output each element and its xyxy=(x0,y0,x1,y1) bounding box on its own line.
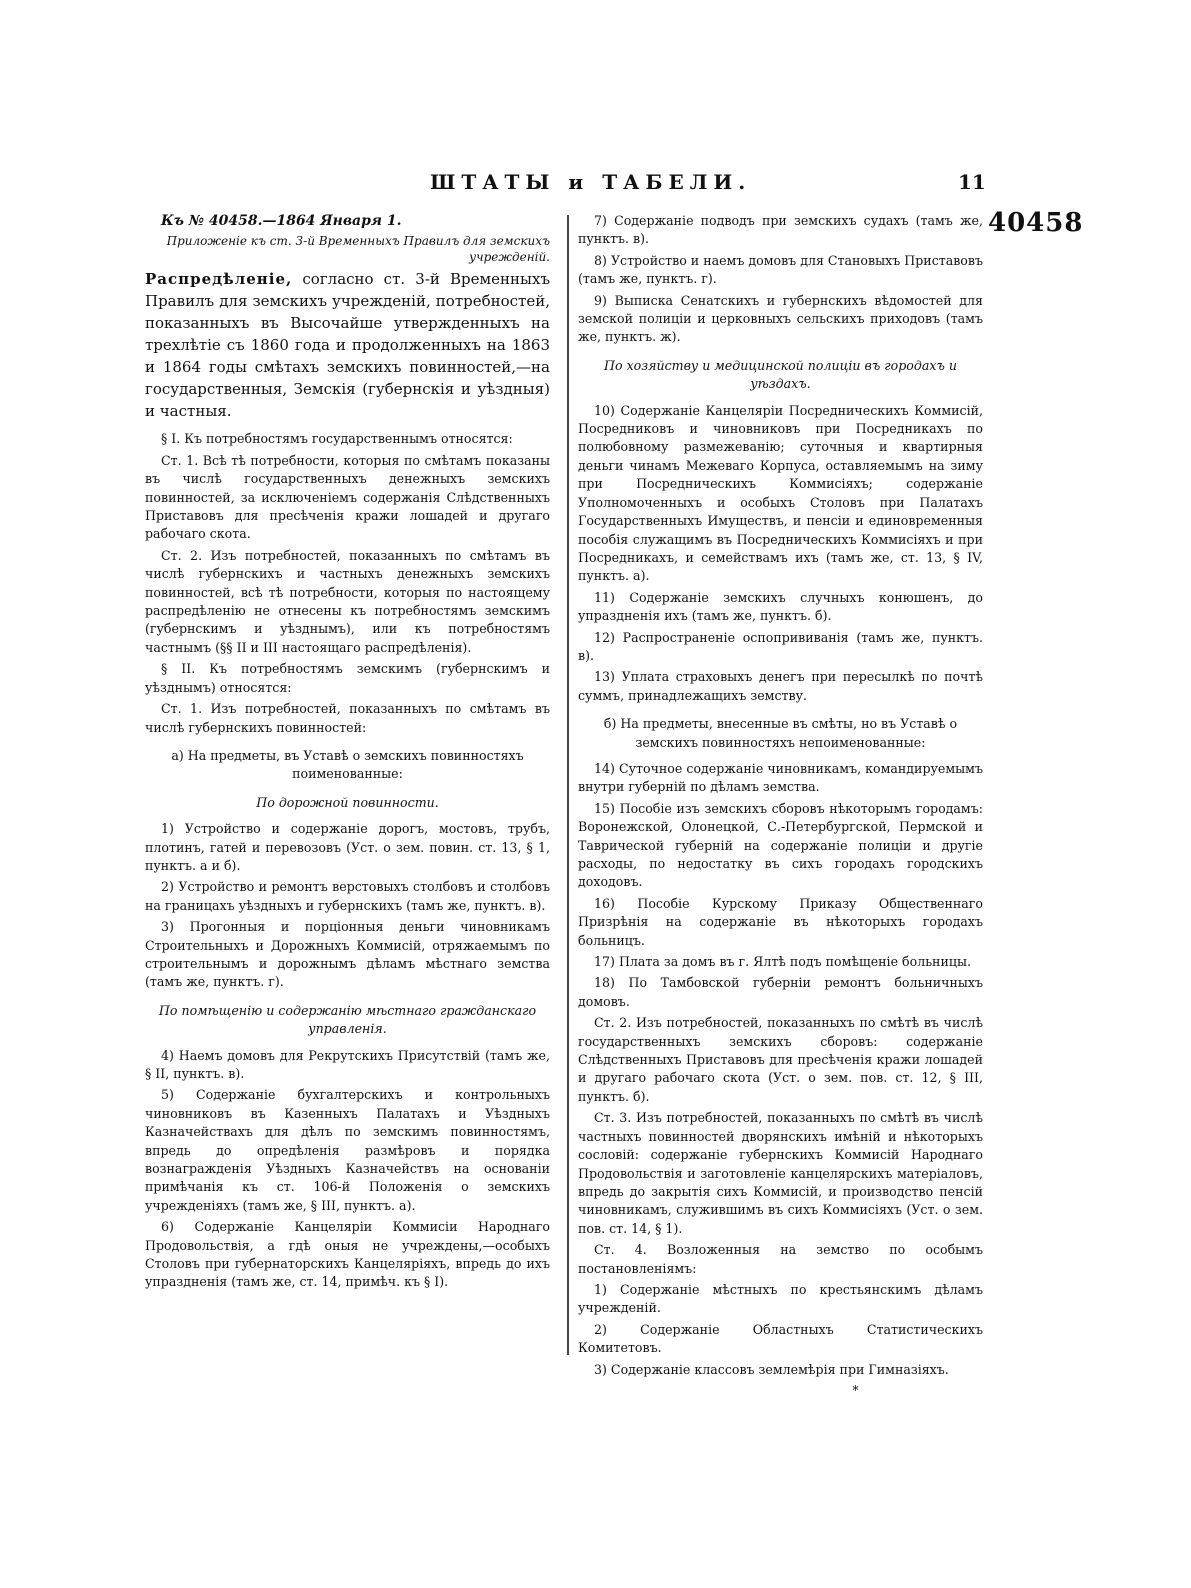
item-13: 13) Уплата страховыхъ денегъ при пересылкѣ по почтѣ суммъ, принадлежащихъ земству. xyxy=(578,669,983,703)
section-2-heading: § II. Къ потребностямъ земскимъ (губернскимъ и уѣзднымъ) относятся: xyxy=(145,661,550,695)
intro-paragraph xyxy=(145,268,550,422)
article-4-item-3: 3) Содержаніе классовъ землемѣрія при Гимназіяхъ. xyxy=(594,1361,949,1377)
section-1-article-1: Ст. 1. Всѣ тѣ потребности, которыя по смѣтамъ показаны въ числѣ государственныхъ денежныхъ земскихъ повинностей, за исключеніемъ содержанія Слѣдственныхъ Приставовъ для пресѣченія кражи лошадей и другаго рабочаго скота. xyxy=(145,452,550,542)
item-2: 2) Устройство и ремонтъ верстовыхъ столбовъ и столбовъ на границахъ уѣздныхъ и губернскихъ (тамъ же, пунктъ. в). xyxy=(145,879,550,913)
section-1-heading: § I. Къ потребностямъ государственнымъ относятся: xyxy=(161,431,513,447)
item-15: 15) Пособіе изъ земскихъ сборовъ нѣкоторымъ городамъ: Воронежской, Олонецкой, С.-Петербургской, Пермской и Таврической губерній на содержаніе полиціи и другіе расходы, по недостатку въ сихъ городахъ городскихъ доходовъ. xyxy=(578,800,983,890)
section-2-article-1: Ст. 1. Изъ потребностей, показанныхъ по смѣтамъ въ числѣ губернскихъ повинностей: xyxy=(145,701,550,735)
item-10: 10) Содержаніе Канцеляріи Посредническихъ Коммисій, Посредниковъ и чиновниковъ при Посредникахъ по полюбовному размежеванію; суточныя и квартирныя деньги чинамъ Межеваго Корпуса, оставляемымъ на зиму при Посредническихъ Коммисіяхъ; содержаніе Уполномоченныхъ и особыхъ Столовъ при Палатахъ Государственныхъ Имуществъ, и пенсіи и единовременныя пособія служащимъ въ Посредническихъ Коммисіяхъ и при Посредникахъ, и семействамъ ихъ (тамъ же, ст. 13, § IV, пунктъ. а). xyxy=(578,402,983,584)
annex-note: Приложеніе къ ст. 3-й Временныхъ Правилъ для земскихъ учрежденій. xyxy=(166,234,550,265)
item-9: 9) Выписка Сенатскихъ и губернскихъ вѣдомостей для земской полиціи и церковныхъ сельскихъ приходовъ (тамъ же, пунктъ. ж). xyxy=(578,292,983,345)
end-mark: * xyxy=(852,1382,859,1398)
article-4-item-2: 2) Содержаніе Областныхъ Статистическихъ Комитетовъ. xyxy=(578,1321,983,1356)
item-11: 11) Содержаніе земскихъ случныхъ конюшенъ, до упраздненія ихъ (тамъ же, пунктъ. б). xyxy=(578,589,983,624)
article-4: Ст. 4. Возложенныя на земство по особымъ постановленіямъ: xyxy=(578,1242,983,1276)
right-column xyxy=(578,212,983,1403)
item-12: 12) Распространеніе оспопрививанія (тамъ же, пунктъ. в). xyxy=(578,629,983,663)
item-14: 14) Суточное содержаніе чиновникамъ, командируемымъ внутри губерній по дѣламъ земства. xyxy=(578,760,983,795)
section-1-article-2: Ст. 2. Изъ потребностей, показанныхъ по смѣтамъ въ числѣ губернскихъ и частныхъ денежныхъ земскихъ повинностей, всѣ тѣ потребности, которыя по настоящему распредѣленію не отнесены къ потребностямъ земскимъ (губернскимъ и уѣзднымъ), или къ потребностямъ частнымъ (§§ II и III настоящаго распредѣленія). xyxy=(145,547,550,655)
item-7: 7) Содержаніе подводъ при земскихъ судахъ (тамъ же, пунктъ. в). xyxy=(578,213,983,247)
document-number: 40458 xyxy=(988,208,1084,238)
item-5: 5) Содержаніе бухгалтерскихъ и контрольныхъ чиновниковъ въ Казенныхъ Палатахъ и Уѣздныхъ Казначействахъ для дѣлъ по земскимъ повинностямъ, впредь до опредѣленія размѣровъ и порядка вознагражденія Уѣздныхъ Казначействъ на основаніи примѣчанія къ ст. 106-й Положенія о земскихъ учрежденіяхъ (тамъ же, § III, пунктъ. а). xyxy=(145,1087,550,1213)
column-divider xyxy=(567,215,569,1355)
heading-economy-medical: По хозяйству и медицинской полиціи въ городахъ и уѣздахъ. xyxy=(604,357,957,392)
intro-text: согласно ст. 3-й Временныхъ Правилъ для земскихъ учрежденій, потребностей, показанныхъ въ Высочайше утвержденныхъ на трехлѣтіе съ 1860 года и продолженныхъ на 1863 и 1864 годы смѣтахъ земскихъ повинностей,—на государственныя, Земскія (губернскія и уѣздныя) и частныя. xyxy=(145,270,550,421)
heading-road-duty: По дорожной повинности. xyxy=(256,794,439,810)
heading-civil-admin: По помѣщенію и содержанію мѣстнаго гражданскаго управленія. xyxy=(158,1002,537,1037)
intro-lead: Распредѣленіе, xyxy=(145,270,293,289)
article-2: Ст. 2. Изъ потребностей, показанныхъ по смѣтѣ въ числѣ государственныхъ земскихъ сборовъ: содержаніе Слѣдственныхъ Приставовъ для пресѣченія кражи лошадей и другаго рабочаго скота (Уст. о зем. пов. ст. 12, § III, пунктъ. б). xyxy=(578,1015,983,1104)
date-line: Къ № 40458.—1864 Января 1. xyxy=(161,213,402,229)
item-6: 6) Содержаніе Канцеляріи Коммисіи Народнаго Продовольствія, а гдѣ оныя не учреждены,—особыхъ Столовъ при губернаторскихъ Канцеляріяхъ, впредь до ихъ упраздненія (тамъ же, ст. 14, примѣч. къ § I). xyxy=(145,1219,550,1290)
item-1: 1) Устройство и содержаніе дорогъ, мостовъ, трубъ, плотинъ, гатей и перевозовъ (Уст. о зем. повин. ст. 13, § 1, пунктъ. а и б). xyxy=(145,821,550,873)
item-8: 8) Устройство и наемъ домовъ для Становыхъ Приставовъ (тамъ же, пунктъ. г). xyxy=(578,252,983,287)
item-4: 4) Наемъ домовъ для Рекрутскихъ Присутствій (тамъ же, § II, пунктъ. в). xyxy=(145,1047,550,1081)
left-column xyxy=(145,212,550,1295)
item-18: 18) По Тамбовской губерніи ремонтъ больничныхъ домовъ. xyxy=(578,975,983,1009)
item-16: 16) Пособіе Курскому Приказу Общественнаго Призрѣнія на содержаніе въ нѣкоторыхъ городахъ больницъ. xyxy=(578,895,983,948)
article-4-item-1: 1) Содержаніе мѣстныхъ по крестьянскимъ дѣламъ учрежденій. xyxy=(578,1281,983,1316)
item-3: 3) Прогонныя и порціонныя деньги чиновникамъ Строительныхъ и Дорожныхъ Коммисій, отряжаемымъ по строительнымъ и дорожнымъ дѣламъ мѣстнаго земства (тамъ же, пунктъ. г). xyxy=(145,919,550,990)
article-3: Ст. 3. Изъ потребностей, показанныхъ по смѣтѣ въ числѣ частныхъ повинностей дворянскихъ имѣній и нѣкоторыхъ сословій: содержаніе губернскихъ Коммисій Народнаго Продовольствія и заготовленіе канцелярскихъ матеріаловъ, впредь до закрытія сихъ Коммисій, и производство пенсій чиновникамъ, служившимъ въ сихъ Коммисіяхъ (Уст. о зем. пов. ст. 14, § 1). xyxy=(578,1110,983,1236)
subsection-b: б) На предметы, внесенные въ смѣты, но въ Уставѣ о земскихъ повинностяхъ непоименованные: xyxy=(603,716,958,750)
subsection-a: а) На предметы, въ Уставѣ о земскихъ повинностяхъ поименованные: xyxy=(171,747,524,782)
item-17: 17) Плата за домъ въ г. Ялтѣ подъ помѣщеніе больницы. xyxy=(594,954,971,970)
page-header-title: ШТАТЫ и ТАБЕЛИ. xyxy=(430,170,752,194)
page-number: 11 xyxy=(958,170,986,194)
